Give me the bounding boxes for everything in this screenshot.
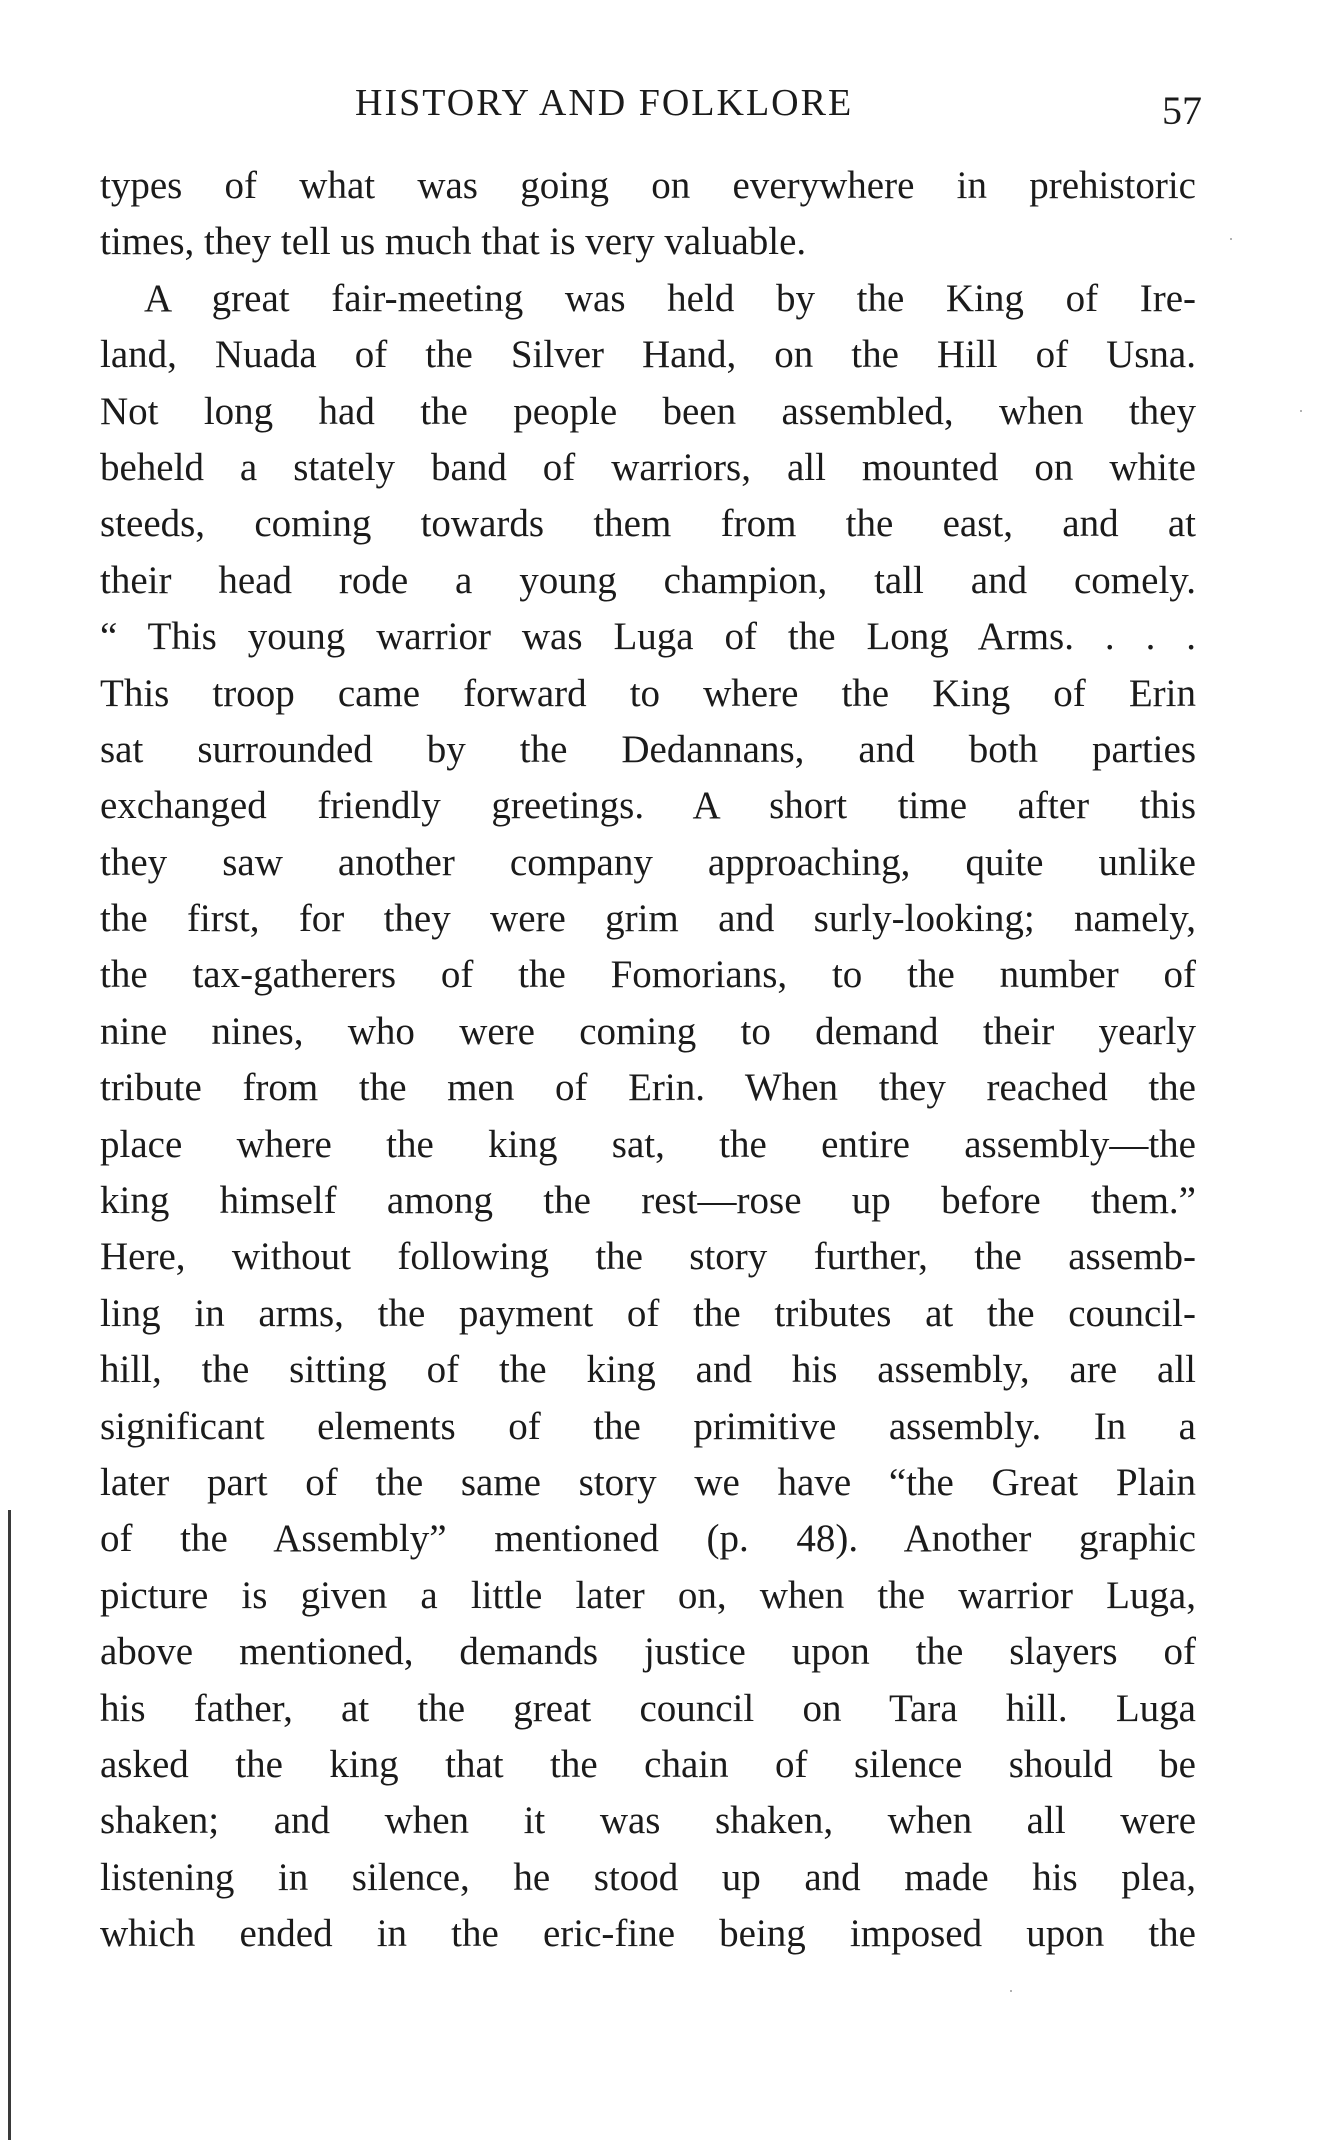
text-line: his father, at the great council on Tara hill. Luga bbox=[100, 1686, 1196, 1730]
page-number: 57 bbox=[1162, 88, 1202, 133]
text-line: types of what was going on everywhere in prehistoric bbox=[100, 164, 1196, 207]
text-line: they saw another company approaching, quite unlike bbox=[100, 840, 1196, 884]
body-text bbox=[100, 158, 1196, 1963]
text-line: nine nines, who were coming to demand their yearly bbox=[100, 1009, 1196, 1053]
text-line: land, Nuada of the Silver Hand, on the Hill of Usna. bbox=[100, 333, 1196, 377]
text-line: This troop came forward to where the King of Erin bbox=[100, 671, 1196, 715]
text-line: later part of the same story we have “the Great Plain bbox=[100, 1460, 1196, 1504]
text-line: which ended in the eric-fine being imposed upon the bbox=[100, 1912, 1196, 1956]
text-line: “ This young warrior was Luga of the Long Arms. . . . bbox=[100, 615, 1196, 659]
text-line: significant elements of the primitive assembly. In a bbox=[100, 1404, 1196, 1448]
paper-speck bbox=[1230, 238, 1232, 240]
text-line: shaken; and when it was shaken, when all were bbox=[100, 1799, 1196, 1843]
page-edge-rule bbox=[8, 1510, 11, 2140]
text-line: the tax-gatherers of the Fomorians, to the number of bbox=[100, 953, 1196, 997]
running-head: HISTORY AND FOLKLORE bbox=[355, 82, 854, 124]
text-line: times, they tell us much that is very valuable. bbox=[100, 220, 807, 264]
text-line: asked the king that the chain of silence should be bbox=[100, 1742, 1196, 1786]
text-line: Here, without following the story further, the assemb- bbox=[100, 1235, 1196, 1279]
text-line: of the Assembly” mentioned (p. 48). Another graphic bbox=[100, 1517, 1196, 1561]
text-line: beheld a stately band of warriors, all mounted on white bbox=[100, 445, 1196, 489]
text-line: king himself among the rest—rose up before them.” bbox=[100, 1179, 1196, 1223]
text-line: above mentioned, demands justice upon the slayers of bbox=[100, 1630, 1196, 1674]
text-line: Not long had the people been assembled, when they bbox=[100, 389, 1196, 433]
text-line: the first, for they were grim and surly-looking; namely, bbox=[100, 897, 1196, 941]
text-line: their head rode a young champion, tall and comely. bbox=[100, 558, 1196, 602]
text-line: picture is given a little later on, when the warrior Luga, bbox=[100, 1573, 1196, 1617]
text-line: listening in silence, he stood up and made his plea, bbox=[100, 1855, 1196, 1899]
text-line: ling in arms, the payment of the tributes at the council- bbox=[100, 1291, 1196, 1335]
text-line: hill, the sitting of the king and his assembly, are all bbox=[100, 1348, 1196, 1392]
text-line: tribute from the men of Erin. When they reached the bbox=[100, 1066, 1196, 1110]
text-line: sat surrounded by the Dedannans, and both parties bbox=[100, 727, 1196, 771]
text-line: exchanged friendly greetings. A short time after this bbox=[100, 784, 1196, 828]
paper-speck bbox=[1300, 410, 1302, 412]
text-line: steeds, coming towards them from the east, and at bbox=[100, 502, 1196, 546]
paper-speck bbox=[1010, 1990, 1012, 1992]
text-line: place where the king sat, the entire assembly—the bbox=[100, 1122, 1196, 1166]
text-line: A great fair-meeting was held by the King of Ire- bbox=[144, 276, 1196, 320]
